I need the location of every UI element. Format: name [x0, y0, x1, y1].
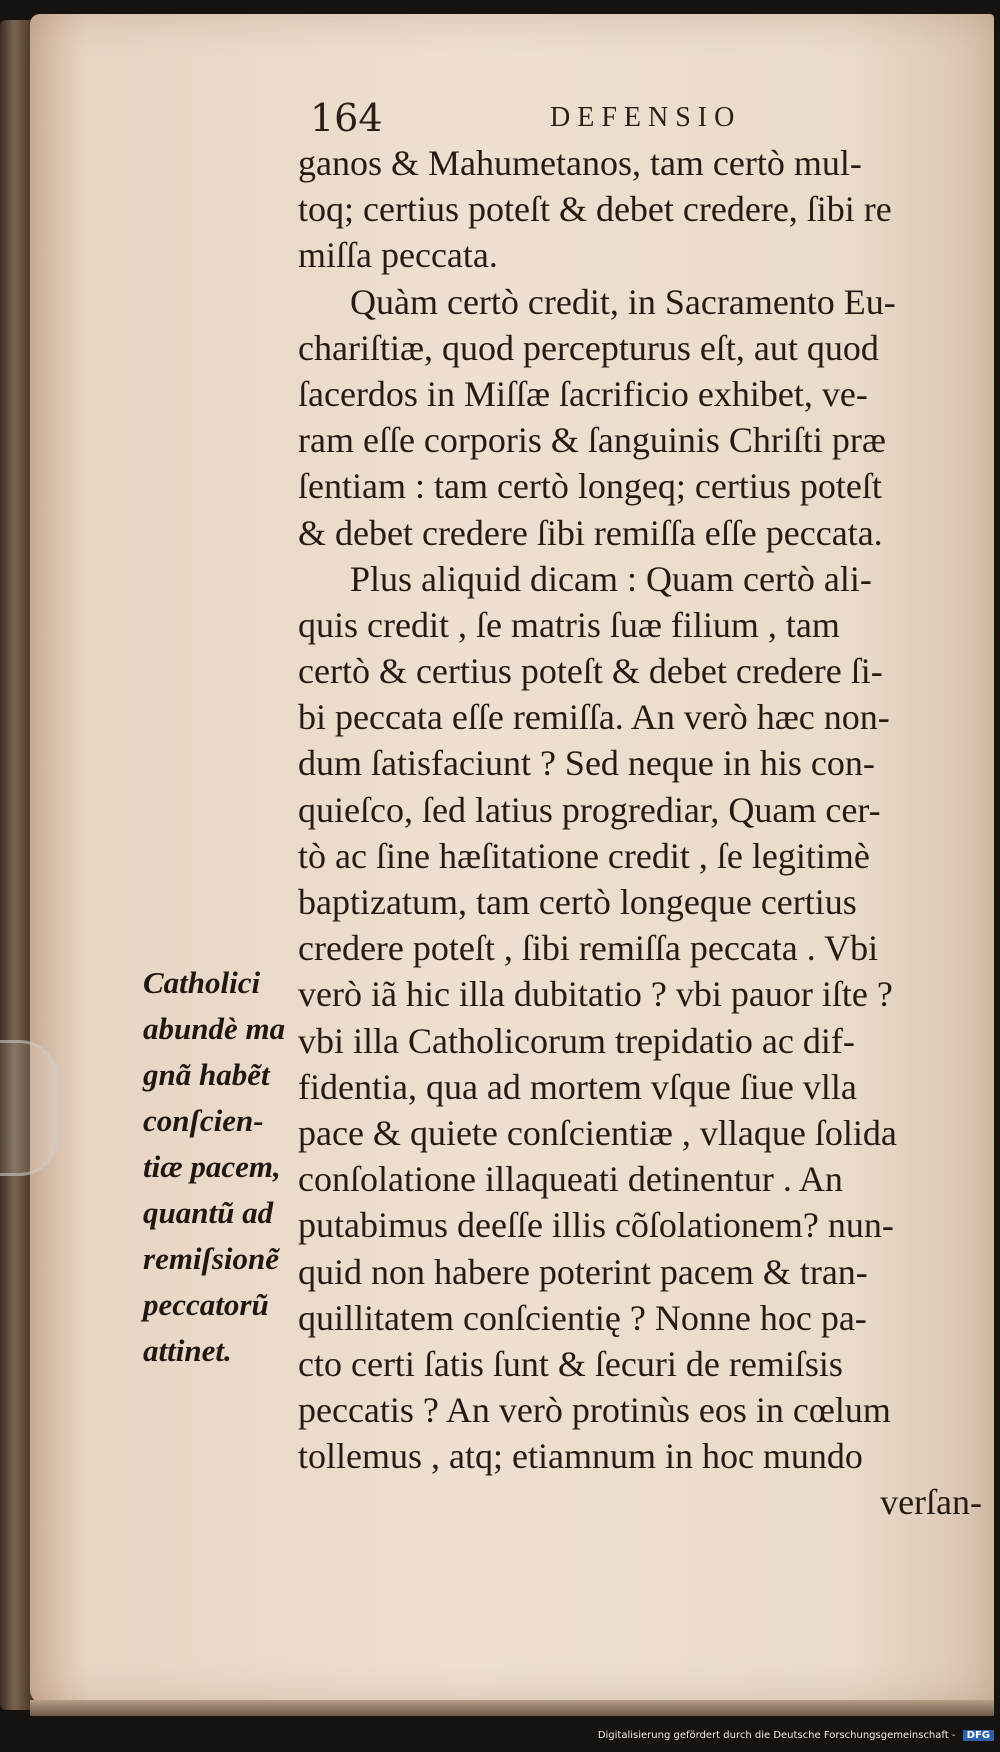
text-line: fidentia, qua ad mortem vſque ſiue vlla: [298, 1066, 857, 1107]
text-line: quis credit , ſe matris ſuæ filium , tam: [298, 604, 840, 645]
marginal-line: attinet.: [143, 1333, 232, 1368]
marginal-note: [143, 960, 293, 1374]
text-line: & debet credere ſibi remiſſa eſſe peccata.: [298, 512, 883, 553]
marginal-line: Catholici: [143, 965, 261, 1000]
text-line: tollemus , atq; etiamnum in hoc mundo: [298, 1436, 863, 1477]
text-line: miſſa peccata.: [298, 235, 498, 276]
running-head: DEFENSIO: [550, 102, 742, 133]
page-clip-icon: [0, 1040, 59, 1176]
dfg-logo: DFG: [963, 1730, 994, 1741]
page-bottom-edge: [30, 1700, 994, 1716]
text-line: ſacerdos in Miſſæ ſacrificio exhibet, ve-: [298, 373, 868, 414]
text-line: conſolatione illaqueati detinentur . An: [298, 1159, 843, 1200]
text-line: bi peccata eſſe remiſſa. An verò hæc non-: [298, 697, 890, 738]
page-number: 164: [310, 96, 383, 140]
text-line: quid non habere poterint pacem & tran-: [298, 1251, 868, 1292]
marginal-line: peccatorũ: [143, 1287, 269, 1322]
text-line: ganos & Mahumetanos, tam certò mul-: [298, 143, 862, 183]
marginal-line: abundè ma: [143, 1011, 286, 1046]
text-line: chariſtiæ, quod percepturus eſt, aut quod: [298, 327, 879, 368]
marginal-line: remiſsionẽ: [143, 1241, 280, 1276]
text-line: certò & certius poteſt & debet credere ſi-: [298, 651, 883, 692]
text-line: baptizatum, tam certò longeque certius: [298, 882, 857, 922]
text-line: Plus aliquid dicam : Quam certò ali-: [350, 558, 872, 599]
text-line: dum ſatisfaciunt ? Sed neque in his con-: [298, 743, 875, 784]
text-line: Quàm certò credit, in Sacramento Eu-: [350, 281, 896, 322]
catchword: verſan-: [880, 1482, 982, 1523]
text-line: tò ac ſine hæſitatione credit , ſe legitimè: [298, 835, 870, 876]
text-line: quieſco, ſed latius progrediar, Quam cer-: [298, 789, 881, 830]
text-line: ſentiam : tam certò longeq; certius poteſt: [298, 466, 882, 507]
body-text: [298, 140, 988, 1526]
text-line: putabimus deeſſe illis cõſolationem? nun-: [298, 1205, 894, 1246]
text-line: quillitatem conſcientię ? Nonne hoc pa-: [298, 1297, 867, 1338]
text-line: credere poteſt , ſibi remiſſa peccata . Vbi: [298, 928, 879, 969]
text-line: cto certi ſatis ſunt & ſecuri de remiſsis: [298, 1343, 843, 1384]
text-line: toq; certius poteſt & debet credere, ſibi re: [298, 189, 892, 230]
marginal-line: gnã habẽt: [143, 1057, 270, 1092]
marginal-line: quantũ ad: [143, 1195, 274, 1230]
text-line: pace & quiete conſcientiæ , vllaque ſolida: [298, 1112, 897, 1153]
digitization-credit: [598, 1730, 994, 1741]
marginal-line: conſcien-: [143, 1103, 264, 1138]
text-line: vbi illa Catholicorum trepidatio ac dif-: [298, 1020, 855, 1061]
credit-text: Digitalisierung gefördert durch die Deutsche Forschungsgemeinschaft -: [597, 1730, 956, 1741]
page-header: [310, 96, 810, 146]
text-line: verò iã hic illa dubitatio ? vbi pauor iſte ?: [298, 974, 893, 1015]
marginal-line: tiæ pacem,: [143, 1149, 281, 1184]
text-line: ram eſſe corporis & ſanguinis Chriſti præ: [298, 420, 886, 461]
text-line: peccatis ? An verò protinùs eos in cœlum: [298, 1390, 891, 1431]
